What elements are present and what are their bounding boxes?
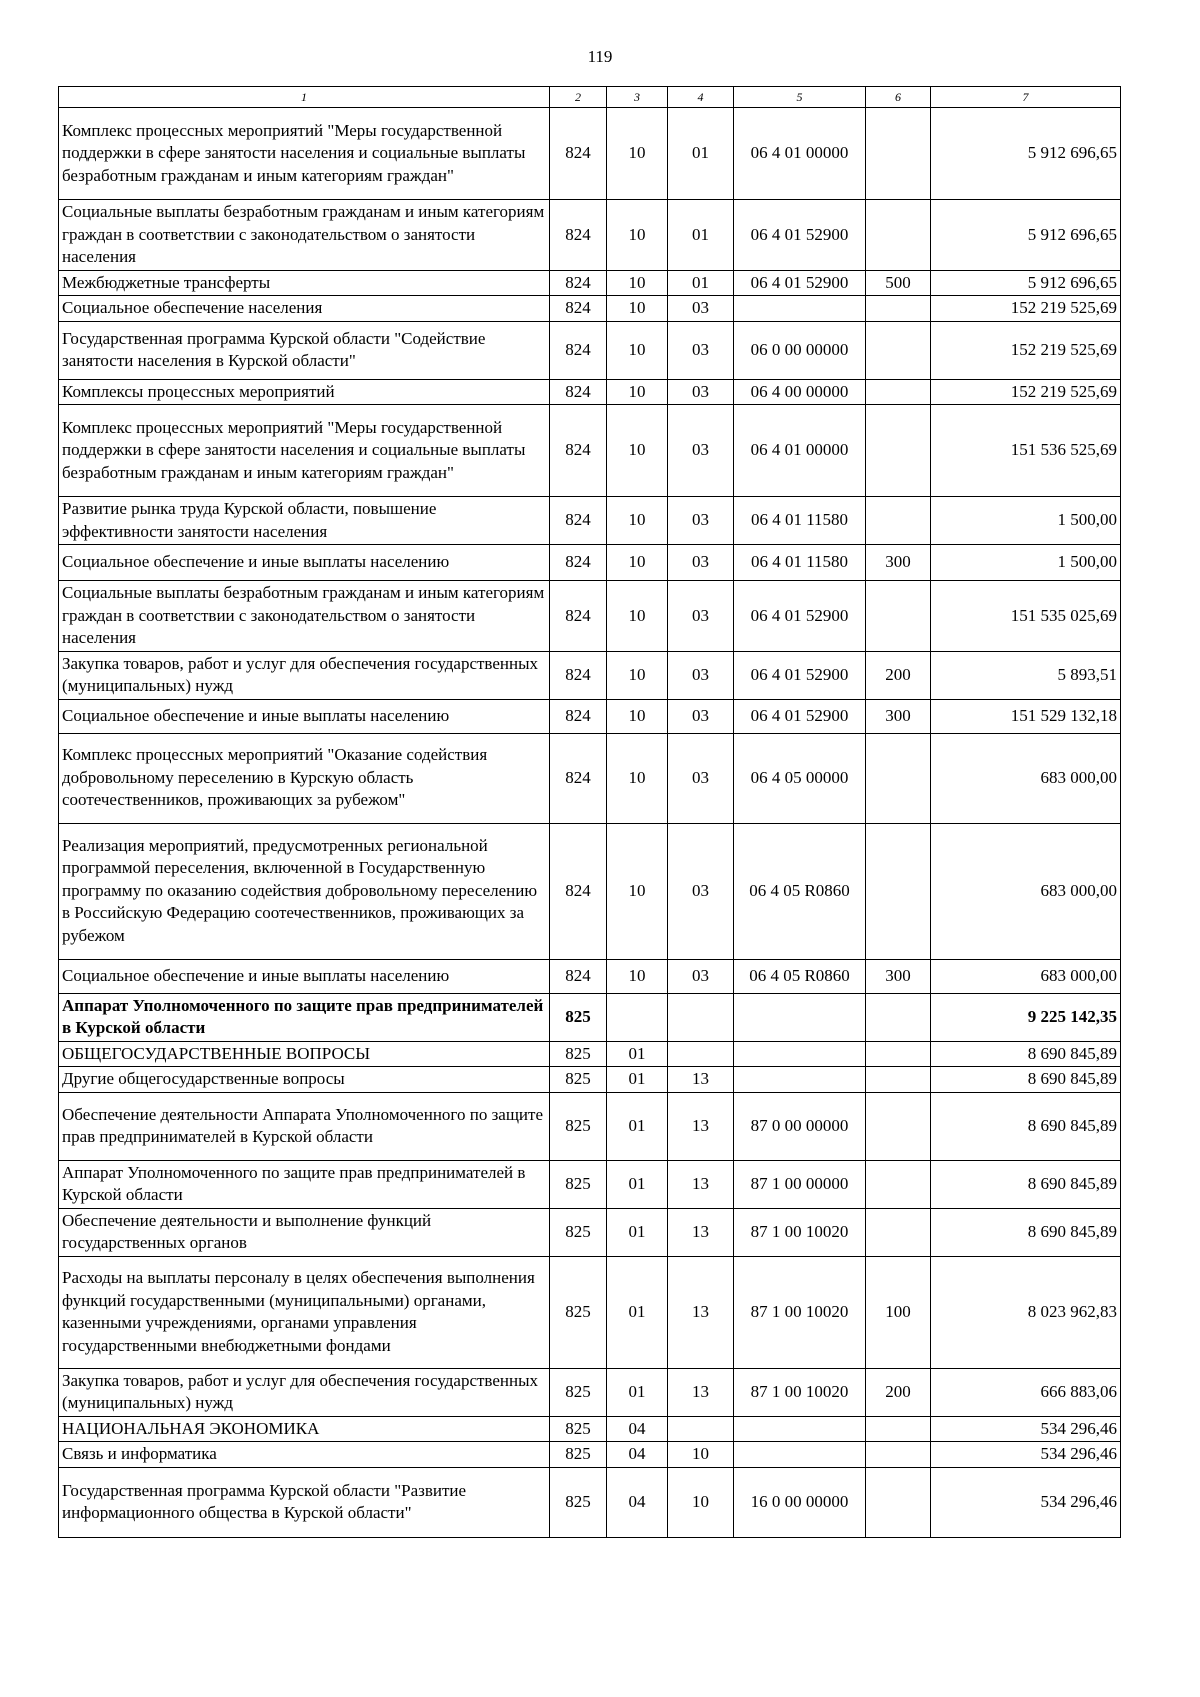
table-row <box>59 321 1121 379</box>
expense-type-code: 300 <box>866 959 931 993</box>
grbs-code: 825 <box>550 1041 607 1067</box>
grbs-code: 824 <box>550 200 607 271</box>
subsection-code: 13 <box>668 1368 734 1416</box>
table-row <box>59 200 1121 271</box>
section-code: 10 <box>607 581 668 652</box>
row-name: Комплекс процессных мероприятий "Оказание содействия добровольному переселению в Курскую область соотечественников, проживающих за рубежом" <box>59 733 550 823</box>
subsection-code: 10 <box>668 1442 734 1468</box>
table-row <box>59 108 1121 200</box>
subsection-code: 10 <box>668 1467 734 1537</box>
row-name: Другие общегосударственные вопросы <box>59 1067 550 1093</box>
table-row <box>59 1256 1121 1368</box>
grbs-code: 824 <box>550 379 607 405</box>
subsection-code <box>668 1416 734 1442</box>
section-code: 04 <box>607 1442 668 1468</box>
amount: 534 296,46 <box>931 1467 1121 1537</box>
target-article-code: 06 4 05 R0860 <box>734 959 866 993</box>
subsection-code: 13 <box>668 1067 734 1093</box>
table-row <box>59 497 1121 545</box>
expense-type-code <box>866 1467 931 1537</box>
section-code: 10 <box>607 651 668 699</box>
grbs-code: 824 <box>550 581 607 652</box>
table-row <box>59 651 1121 699</box>
row-name: Социальное обеспечение и иные выплаты населению <box>59 545 550 581</box>
subsection-code: 13 <box>668 1208 734 1256</box>
grbs-code: 825 <box>550 1368 607 1416</box>
table-row <box>59 1092 1121 1160</box>
amount: 5 893,51 <box>931 651 1121 699</box>
expense-type-code <box>866 993 931 1041</box>
row-name: Государственная программа Курской области "Содействие занятости населения в Курской области" <box>59 321 550 379</box>
grbs-code: 824 <box>550 699 607 733</box>
grbs-code: 824 <box>550 733 607 823</box>
row-name: Развитие рынка труда Курской области, повышение эффективности занятости населения <box>59 497 550 545</box>
subsection-code <box>668 993 734 1041</box>
section-code: 10 <box>607 321 668 379</box>
expense-type-code <box>866 823 931 959</box>
table-row <box>59 959 1121 993</box>
section-code: 01 <box>607 1208 668 1256</box>
grbs-code: 825 <box>550 1067 607 1093</box>
section-code: 01 <box>607 1160 668 1208</box>
expense-type-code <box>866 296 931 322</box>
amount: 5 912 696,65 <box>931 270 1121 296</box>
target-article-code: 06 4 01 52900 <box>734 270 866 296</box>
subsection-code: 01 <box>668 200 734 271</box>
subsection-code: 03 <box>668 699 734 733</box>
section-code: 01 <box>607 1092 668 1160</box>
subsection-code: 03 <box>668 823 734 959</box>
subsection-code: 13 <box>668 1092 734 1160</box>
section-code: 01 <box>607 1041 668 1067</box>
expense-type-code <box>866 405 931 497</box>
section-code: 10 <box>607 497 668 545</box>
table-row <box>59 1067 1121 1093</box>
row-name: Комплекс процессных мероприятий "Меры государственной поддержки в сфере занятости населения и социальные выплаты безработным гражданам и иным категориям граждан" <box>59 405 550 497</box>
row-name: Реализация мероприятий, предусмотренных региональной программой переселения, включенной в Государственную программу по оказанию содействия добровольному переселению в Российскую Федерацию соотечественников, проживающих за рубежом <box>59 823 550 959</box>
row-name: Аппарат Уполномоченного по защите прав предпринимателей в Курской области <box>59 1160 550 1208</box>
section-code: 10 <box>607 270 668 296</box>
table-row <box>59 296 1121 322</box>
target-article-code: 06 4 01 00000 <box>734 108 866 200</box>
grbs-code: 824 <box>550 321 607 379</box>
section-code: 10 <box>607 379 668 405</box>
header-cell-7: 7 <box>931 87 1121 108</box>
expense-type-code: 100 <box>866 1256 931 1368</box>
header-row <box>59 87 1121 108</box>
header-cell-5: 5 <box>734 87 866 108</box>
expense-type-code <box>866 1442 931 1468</box>
target-article-code <box>734 1067 866 1093</box>
amount: 152 219 525,69 <box>931 296 1121 322</box>
subsection-code: 03 <box>668 321 734 379</box>
target-article-code: 06 4 01 52900 <box>734 581 866 652</box>
amount: 8 690 845,89 <box>931 1067 1121 1093</box>
target-article-code: 06 4 01 00000 <box>734 405 866 497</box>
expense-type-code <box>866 1092 931 1160</box>
expense-type-code <box>866 1208 931 1256</box>
subsection-code: 03 <box>668 296 734 322</box>
target-article-code <box>734 1041 866 1067</box>
header-cell-6: 6 <box>866 87 931 108</box>
target-article-code: 87 0 00 00000 <box>734 1092 866 1160</box>
grbs-code: 824 <box>550 545 607 581</box>
expense-type-code: 300 <box>866 545 931 581</box>
amount: 5 912 696,65 <box>931 108 1121 200</box>
table-row <box>59 823 1121 959</box>
row-name: Социальное обеспечение и иные выплаты населению <box>59 959 550 993</box>
row-name: Аппарат Уполномоченного по защите прав предпринимателей в Курской области <box>59 993 550 1041</box>
header-cell-4: 4 <box>668 87 734 108</box>
subsection-code: 03 <box>668 733 734 823</box>
grbs-code: 825 <box>550 993 607 1041</box>
target-article-code: 87 1 00 00000 <box>734 1160 866 1208</box>
section-code: 10 <box>607 733 668 823</box>
section-code: 01 <box>607 1067 668 1093</box>
expense-type-code: 300 <box>866 699 931 733</box>
grbs-code: 825 <box>550 1160 607 1208</box>
amount: 8 690 845,89 <box>931 1041 1121 1067</box>
section-code: 10 <box>607 699 668 733</box>
table-row <box>59 545 1121 581</box>
expense-type-code <box>866 379 931 405</box>
section-code: 04 <box>607 1467 668 1537</box>
table-row <box>59 1442 1121 1468</box>
grbs-code: 824 <box>550 405 607 497</box>
target-article-code: 06 4 05 00000 <box>734 733 866 823</box>
expense-type-code <box>866 1041 931 1067</box>
expense-type-code: 200 <box>866 651 931 699</box>
table-row <box>59 270 1121 296</box>
expense-type-code <box>866 321 931 379</box>
target-article-code: 06 4 01 11580 <box>734 497 866 545</box>
amount: 8 690 845,89 <box>931 1160 1121 1208</box>
row-name: Расходы на выплаты персоналу в целях обеспечения выполнения функций государственными (муниципальными) органами, казенными учреждениями, органами управления государственными внебюджетными фондами <box>59 1256 550 1368</box>
grbs-code: 824 <box>550 823 607 959</box>
target-article-code: 06 4 01 52900 <box>734 651 866 699</box>
table-row <box>59 993 1121 1041</box>
subsection-code: 03 <box>668 959 734 993</box>
grbs-code: 824 <box>550 497 607 545</box>
page-number: 119 <box>587 47 613 66</box>
section-code: 04 <box>607 1416 668 1442</box>
row-name: Государственная программа Курской области "Развитие информационного общества в Курской области" <box>59 1467 550 1537</box>
row-name: Комплексы процессных мероприятий <box>59 379 550 405</box>
table-row <box>59 1467 1121 1537</box>
table-row <box>59 733 1121 823</box>
amount: 151 536 525,69 <box>931 405 1121 497</box>
target-article-code: 06 4 05 R0860 <box>734 823 866 959</box>
expense-type-code <box>866 200 931 271</box>
target-article-code: 87 1 00 10020 <box>734 1208 866 1256</box>
row-name: Комплекс процессных мероприятий "Меры государственной поддержки в сфере занятости населения и социальные выплаты безработным гражданам и иным категориям граждан" <box>59 108 550 200</box>
table-row <box>59 1160 1121 1208</box>
table-row <box>59 699 1121 733</box>
amount: 534 296,46 <box>931 1416 1121 1442</box>
grbs-code: 824 <box>550 270 607 296</box>
subsection-code: 13 <box>668 1160 734 1208</box>
budget-table <box>58 86 1121 1538</box>
amount: 683 000,00 <box>931 823 1121 959</box>
grbs-code: 825 <box>550 1442 607 1468</box>
target-article-code: 06 4 00 00000 <box>734 379 866 405</box>
section-code: 10 <box>607 545 668 581</box>
expense-type-code <box>866 497 931 545</box>
expense-type-code <box>866 1416 931 1442</box>
table-row <box>59 405 1121 497</box>
amount: 1 500,00 <box>931 497 1121 545</box>
grbs-code: 825 <box>550 1416 607 1442</box>
target-article-code: 06 4 01 52900 <box>734 200 866 271</box>
amount: 683 000,00 <box>931 959 1121 993</box>
grbs-code: 825 <box>550 1467 607 1537</box>
section-code: 01 <box>607 1368 668 1416</box>
row-name: Обеспечение деятельности и выполнение функций государственных органов <box>59 1208 550 1256</box>
subsection-code <box>668 1041 734 1067</box>
amount: 534 296,46 <box>931 1442 1121 1468</box>
amount: 152 219 525,69 <box>931 321 1121 379</box>
table-row <box>59 581 1121 652</box>
section-code: 10 <box>607 823 668 959</box>
subsection-code: 03 <box>668 379 734 405</box>
header-cell-3: 3 <box>607 87 668 108</box>
amount: 8 690 845,89 <box>931 1092 1121 1160</box>
subsection-code: 01 <box>668 270 734 296</box>
subsection-code: 03 <box>668 545 734 581</box>
section-code: 10 <box>607 200 668 271</box>
target-article-code: 87 1 00 10020 <box>734 1256 866 1368</box>
expense-type-code <box>866 1067 931 1093</box>
section-code: 10 <box>607 405 668 497</box>
amount: 151 535 025,69 <box>931 581 1121 652</box>
amount: 9 225 142,35 <box>931 993 1121 1041</box>
target-article-code <box>734 296 866 322</box>
subsection-code: 01 <box>668 108 734 200</box>
amount: 151 529 132,18 <box>931 699 1121 733</box>
section-code <box>607 993 668 1041</box>
target-article-code: 87 1 00 10020 <box>734 1368 866 1416</box>
expense-type-code <box>866 1160 931 1208</box>
target-article-code: 06 4 01 52900 <box>734 699 866 733</box>
grbs-code: 825 <box>550 1208 607 1256</box>
expense-type-code <box>866 581 931 652</box>
row-name: Социальные выплаты безработным гражданам и иным категориям граждан в соответствии с законодательством о занятости населения <box>59 200 550 271</box>
amount: 683 000,00 <box>931 733 1121 823</box>
amount: 8 023 962,83 <box>931 1256 1121 1368</box>
grbs-code: 824 <box>550 959 607 993</box>
row-name: Обеспечение деятельности Аппарата Уполномоченного по защите прав предпринимателей в Курской области <box>59 1092 550 1160</box>
grbs-code: 824 <box>550 296 607 322</box>
row-name: Социальные выплаты безработным гражданам и иным категориям граждан в соответствии с законодательством о занятости населения <box>59 581 550 652</box>
grbs-code: 824 <box>550 108 607 200</box>
grbs-code: 825 <box>550 1256 607 1368</box>
subsection-code: 03 <box>668 497 734 545</box>
amount: 666 883,06 <box>931 1368 1121 1416</box>
amount: 5 912 696,65 <box>931 200 1121 271</box>
target-article-code <box>734 1442 866 1468</box>
row-name: Социальное обеспечение населения <box>59 296 550 322</box>
table-row <box>59 1416 1121 1442</box>
expense-type-code <box>866 108 931 200</box>
grbs-code: 825 <box>550 1092 607 1160</box>
expense-type-code: 200 <box>866 1368 931 1416</box>
expense-type-code <box>866 733 931 823</box>
subsection-code: 03 <box>668 651 734 699</box>
amount: 1 500,00 <box>931 545 1121 581</box>
header-cell-1: 1 <box>59 87 550 108</box>
section-code: 01 <box>607 1256 668 1368</box>
target-article-code <box>734 1416 866 1442</box>
target-article-code: 16 0 00 00000 <box>734 1467 866 1537</box>
row-name: ОБЩЕГОСУДАРСТВЕННЫЕ ВОПРОСЫ <box>59 1041 550 1067</box>
table-row <box>59 1368 1121 1416</box>
section-code: 10 <box>607 108 668 200</box>
target-article-code: 06 4 01 11580 <box>734 545 866 581</box>
row-name: Связь и информатика <box>59 1442 550 1468</box>
row-name: Закупка товаров, работ и услуг для обеспечения государственных (муниципальных) нужд <box>59 651 550 699</box>
section-code: 10 <box>607 959 668 993</box>
grbs-code: 824 <box>550 651 607 699</box>
subsection-code: 03 <box>668 581 734 652</box>
subsection-code: 13 <box>668 1256 734 1368</box>
amount: 152 219 525,69 <box>931 379 1121 405</box>
row-name: НАЦИОНАЛЬНАЯ ЭКОНОМИКА <box>59 1416 550 1442</box>
table-row <box>59 1041 1121 1067</box>
row-name: Межбюджетные трансферты <box>59 270 550 296</box>
expense-type-code: 500 <box>866 270 931 296</box>
row-name: Закупка товаров, работ и услуг для обеспечения государственных (муниципальных) нужд <box>59 1368 550 1416</box>
target-article-code: 06 0 00 00000 <box>734 321 866 379</box>
section-code: 10 <box>607 296 668 322</box>
table-row <box>59 379 1121 405</box>
target-article-code <box>734 993 866 1041</box>
amount: 8 690 845,89 <box>931 1208 1121 1256</box>
table-row <box>59 1208 1121 1256</box>
header-cell-2: 2 <box>550 87 607 108</box>
row-name: Социальное обеспечение и иные выплаты населению <box>59 699 550 733</box>
subsection-code: 03 <box>668 405 734 497</box>
